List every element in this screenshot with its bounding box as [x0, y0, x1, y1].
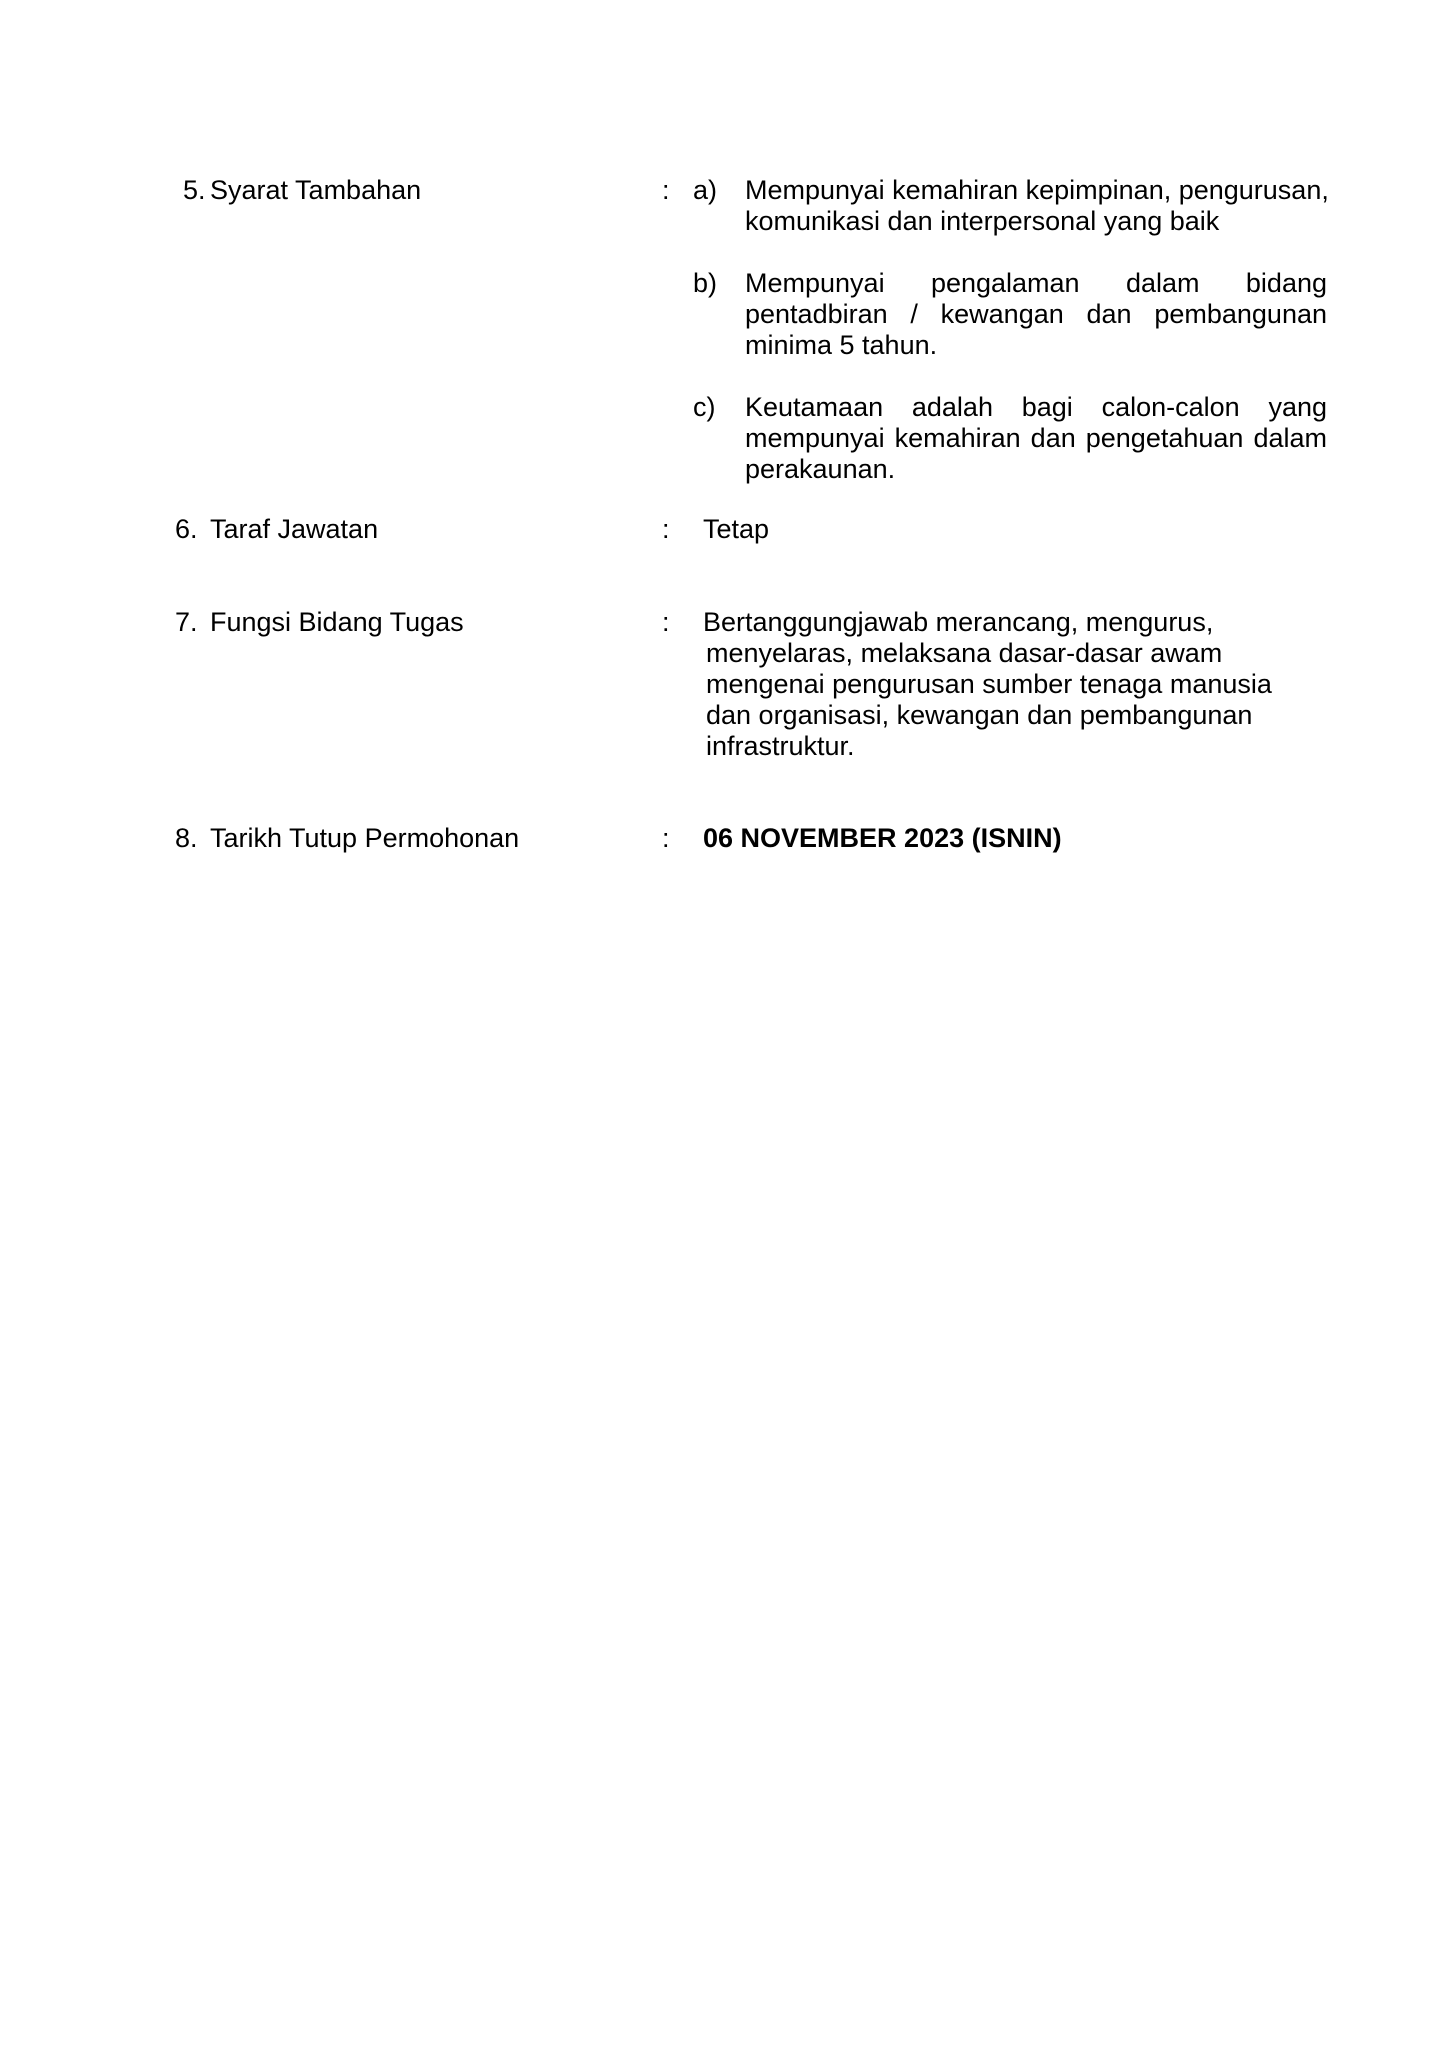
sub-item-line: pentadbiran / kewangan dan pembangunan: [745, 299, 1327, 329]
value-line: Bertanggungjawab merancang, mengurus,: [703, 607, 1214, 637]
sub-item-line: Mempunyai pengalaman dalam bidang: [745, 268, 1327, 298]
sub-item-letter: a): [693, 175, 718, 205]
item-label: Tarikh Tutup Permohonan: [210, 823, 520, 853]
sub-item-line: minima 5 tahun.: [745, 330, 938, 360]
closing-date-value: 06 NOVEMBER 2023 (ISNIN): [703, 823, 1062, 853]
item-value: [703, 607, 1272, 762]
value-line: dan organisasi, kewangan dan pembangunan: [706, 700, 1253, 730]
value-line: mengenai pengurusan sumber tenaga manusia: [706, 669, 1272, 699]
sub-item-line: Mempunyai kemahiran kepimpinan, pengurusan,: [745, 175, 1329, 205]
item-value: Tetap: [703, 514, 770, 544]
item-number: 6.: [175, 514, 198, 544]
sub-item-line: Keutamaan adalah bagi calon-calon yang: [745, 392, 1327, 422]
value-line: menyelaras, melaksana dasar-dasar awam: [706, 638, 1223, 668]
sub-item-text: [745, 392, 1327, 485]
sub-item-text: [745, 175, 1327, 237]
sub-item-text: [745, 268, 1327, 361]
item-colon: :: [662, 514, 670, 544]
item-label: Fungsi Bidang Tugas: [210, 607, 464, 637]
sub-item-line: komunikasi dan interpersonal yang baik: [745, 206, 1220, 236]
item-number: 8.: [175, 823, 198, 853]
sub-item-line: mempunyai kemahiran dan pengetahuan dalam: [745, 423, 1327, 453]
item-label: Taraf Jawatan: [210, 514, 379, 544]
item-colon: :: [662, 175, 670, 205]
item-colon: :: [662, 607, 670, 637]
sub-item-letter: c): [693, 392, 716, 422]
sub-item-letter: b): [693, 268, 718, 298]
sub-item-line: perakaunan.: [745, 454, 896, 484]
value-line: infrastruktur.: [706, 731, 855, 761]
item-number: 7.: [175, 607, 198, 637]
item-number: 5.: [183, 175, 206, 205]
item-colon: :: [662, 823, 670, 853]
item-label: Syarat Tambahan: [210, 175, 422, 205]
